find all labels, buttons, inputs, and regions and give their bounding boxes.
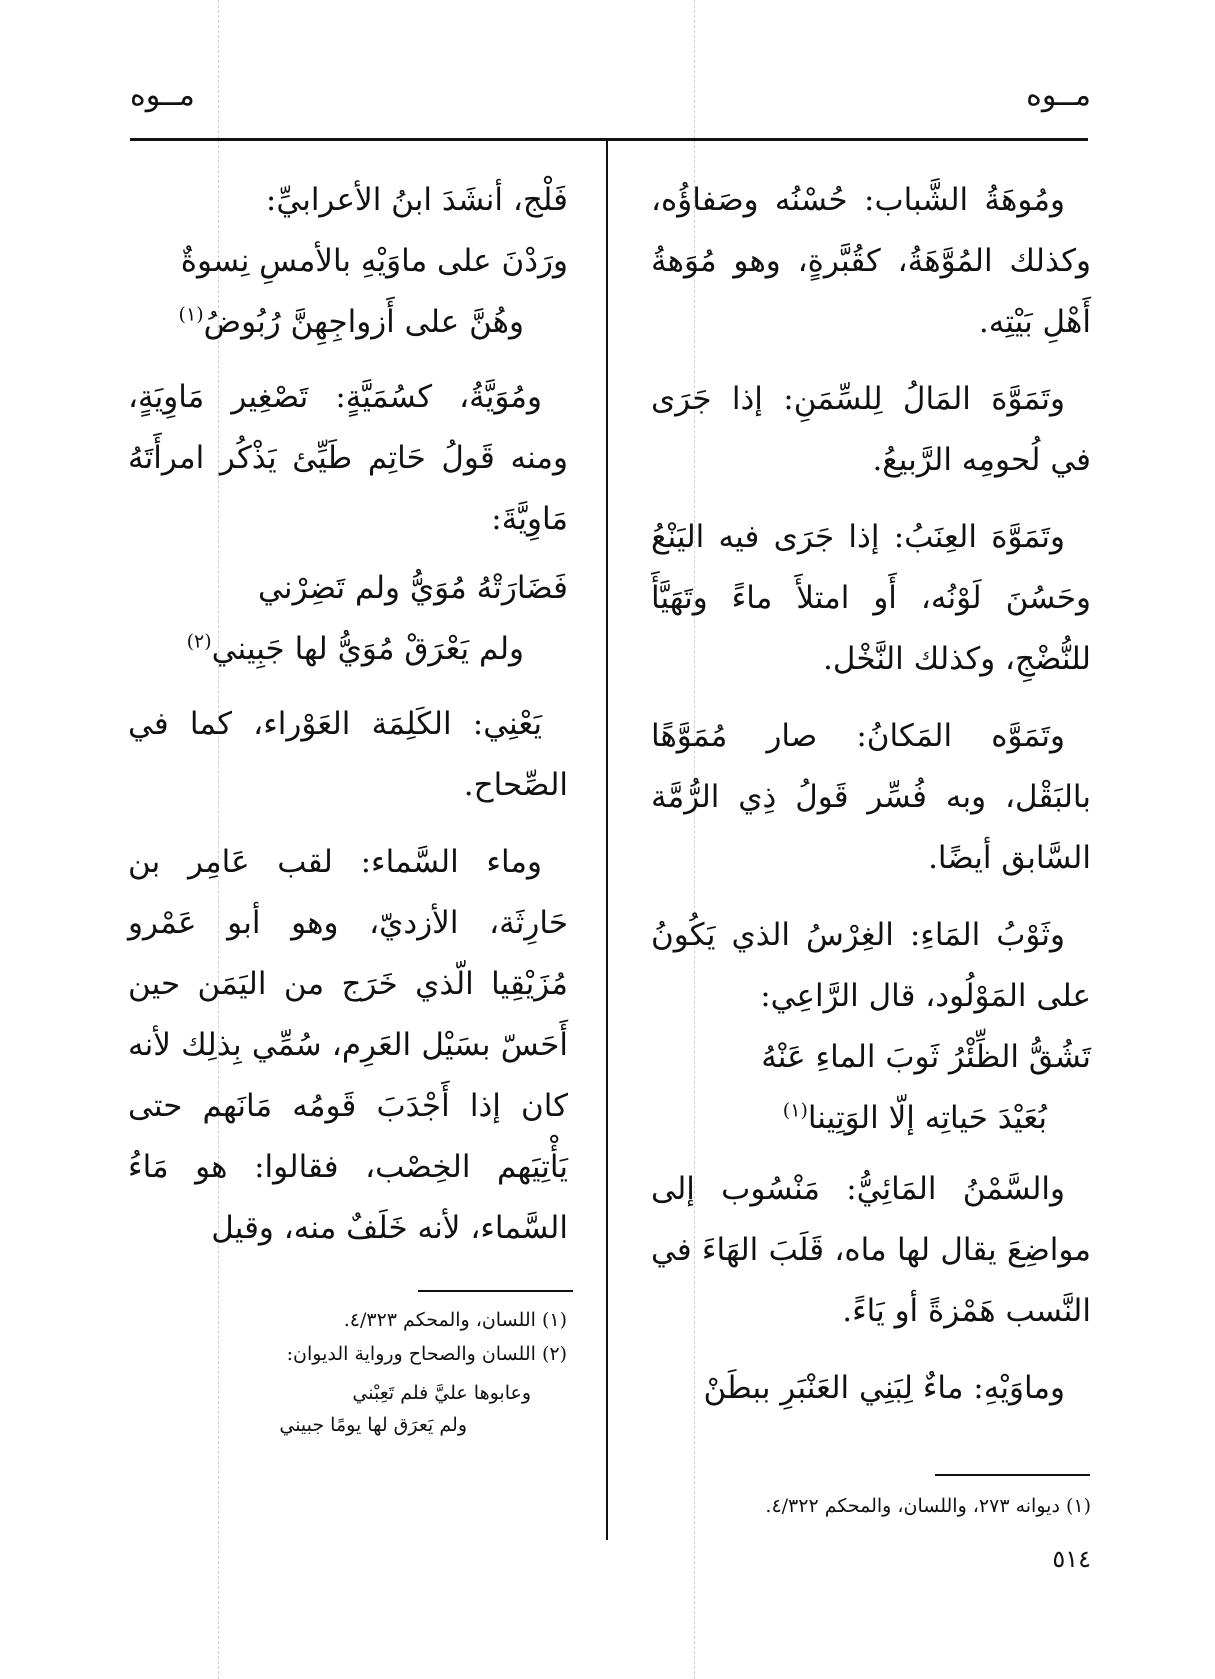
verse-hemistich: ولم يَعْرَقْ مُوَيُّ لها جَبِيني$^{(٢)}$ [186,630,524,667]
footnote: (٢) اللسان والصحاح ورواية الديوان: [286,1343,567,1365]
verse-hemistich: ورَدْنَ على ماوَيْهِ بالأمسِ نِسوةٌ [180,243,568,279]
entry-paragraph: فَلْج، أنشَدَ ابنُ الأعرابيِّ: [265,182,568,218]
entry-paragraph: وتَمَوَّهَ المَالُ لِلسِّمَنِ: إذا جَرَى في لُحومِه الرَّبيعُ. [651,381,1091,478]
footnote-rule [418,1290,573,1292]
running-header-left: مــوه [130,78,195,113]
verse-hemistich: تَشُقُّ الظِّئْرُ ثَوبَ الماءِ عَنْهُ [761,1039,1091,1075]
entry-paragraph: وثَوْبُ المَاءِ: الغِرْسُ الذي يَكُونُ على المَوْلُود، قال الرَّاعِي: [651,917,1091,1014]
entry-paragraph: وماوَيْهِ: ماءٌ لِبَنِي العَنْبَرِ ببطَنْ [703,1370,1065,1406]
footnote-marker: (٢) [186,630,212,653]
entry-paragraph: وماء السَّماء: لقب عَامِر بن حَارِثَة، الأزديّ، وهو أبو عَمْرو مُزَيْقِيا الّذي خَرَج من اليَمَن حين أَحَسّ بسَيْل العَرِم، سُمِّي بِذلِك لأنه كان إذا أَجْدَبَ قَومُه مَانَهم حتى يَأْتِيَهم الخِصْب، فقالوا: هو مَاءُ السَّماء، لأنه خَلَفٌ منه، وقيل [128,844,568,1246]
page-number: ٥١٤ [1052,1545,1091,1573]
entry-paragraph: والسَّمْنُ المَائِيُّ: مَنْسُوب إلى مواضِعَ يقال لها ماه، قَلَبَ الهَاءَ في النَّسب هَمْزةً أو يَاءً. [651,1171,1091,1329]
footnote-marker: (١) [178,303,204,326]
footnote-rule [935,1474,1090,1476]
footnote-marker: (١) [782,1099,808,1122]
footnote-verse: وعابوها عليَّ فلم تَعِبْني [352,1382,531,1404]
entry-paragraph: ومُوَيَّةُ، كسُمَيَّةٍ: تَصْغِير مَاوِيَةٍ، ومنه قَولُ حَاتِم طَيِّئ يَذْكُر امرأَتَهُ مَاوِيَّةَ: [128,379,568,537]
running-header-right: مــوه [1026,78,1091,113]
entry-paragraph: يَعْنِي: الكَلِمَة العَوْراء، كما في الصِّحاح. [128,706,568,803]
verse-hemistich: بُعَيْدَ حَياتِه إلّا الوَتِينا$^{(١)}$ [782,1099,1047,1136]
verse-hemistich: فَضَارَتْهُ مُوَيُّ ولم تَضِرْني [258,570,568,606]
column-divider [606,140,608,1540]
footnote-verse: ولم يَعرَق لها يومًا جبيني [279,1414,467,1436]
verse-hemistich: وهُنَّ على أَزواجِهِنَّ رُبُوضُ$^{(١)}$ [178,303,524,340]
right-column [651,170,1091,1435]
header-rule [130,138,1088,141]
entry-paragraph: وتَمَوَّه المَكانُ: صار مُمَوَّهًا بالبَقْل، وبه فُسِّر قَولُ ذِي الرُّمَّة السَّابق أيضًا. [651,718,1091,876]
footnote: (١) ديوانه ٢٧٣، واللسان، والمحكم ٤/٣٢٢. [765,1495,1091,1517]
left-column [128,170,568,1275]
entry-paragraph: ومُوهَةُ الشَّباب: حُسْنُه وصَفاؤُه، وكذلك المُوَّهَةُ، كقُبَّرةٍ، وهو مُوَهةُ أَهْلِ بَيْتِه. [651,182,1091,340]
entry-paragraph: وتَمَوَّهَ العِنَبُ: إذا جَرَى فيه اليَنْعُ وحَسُنَ لَوْنُه، أَو امتلأَ ماءً وتَهَيَّأَ للنُّضْجِ، وكذلك النَّخْل. [651,519,1091,677]
footnote: (١) اللسان، والمحكم ٤/٣٢٣. [343,1309,567,1331]
